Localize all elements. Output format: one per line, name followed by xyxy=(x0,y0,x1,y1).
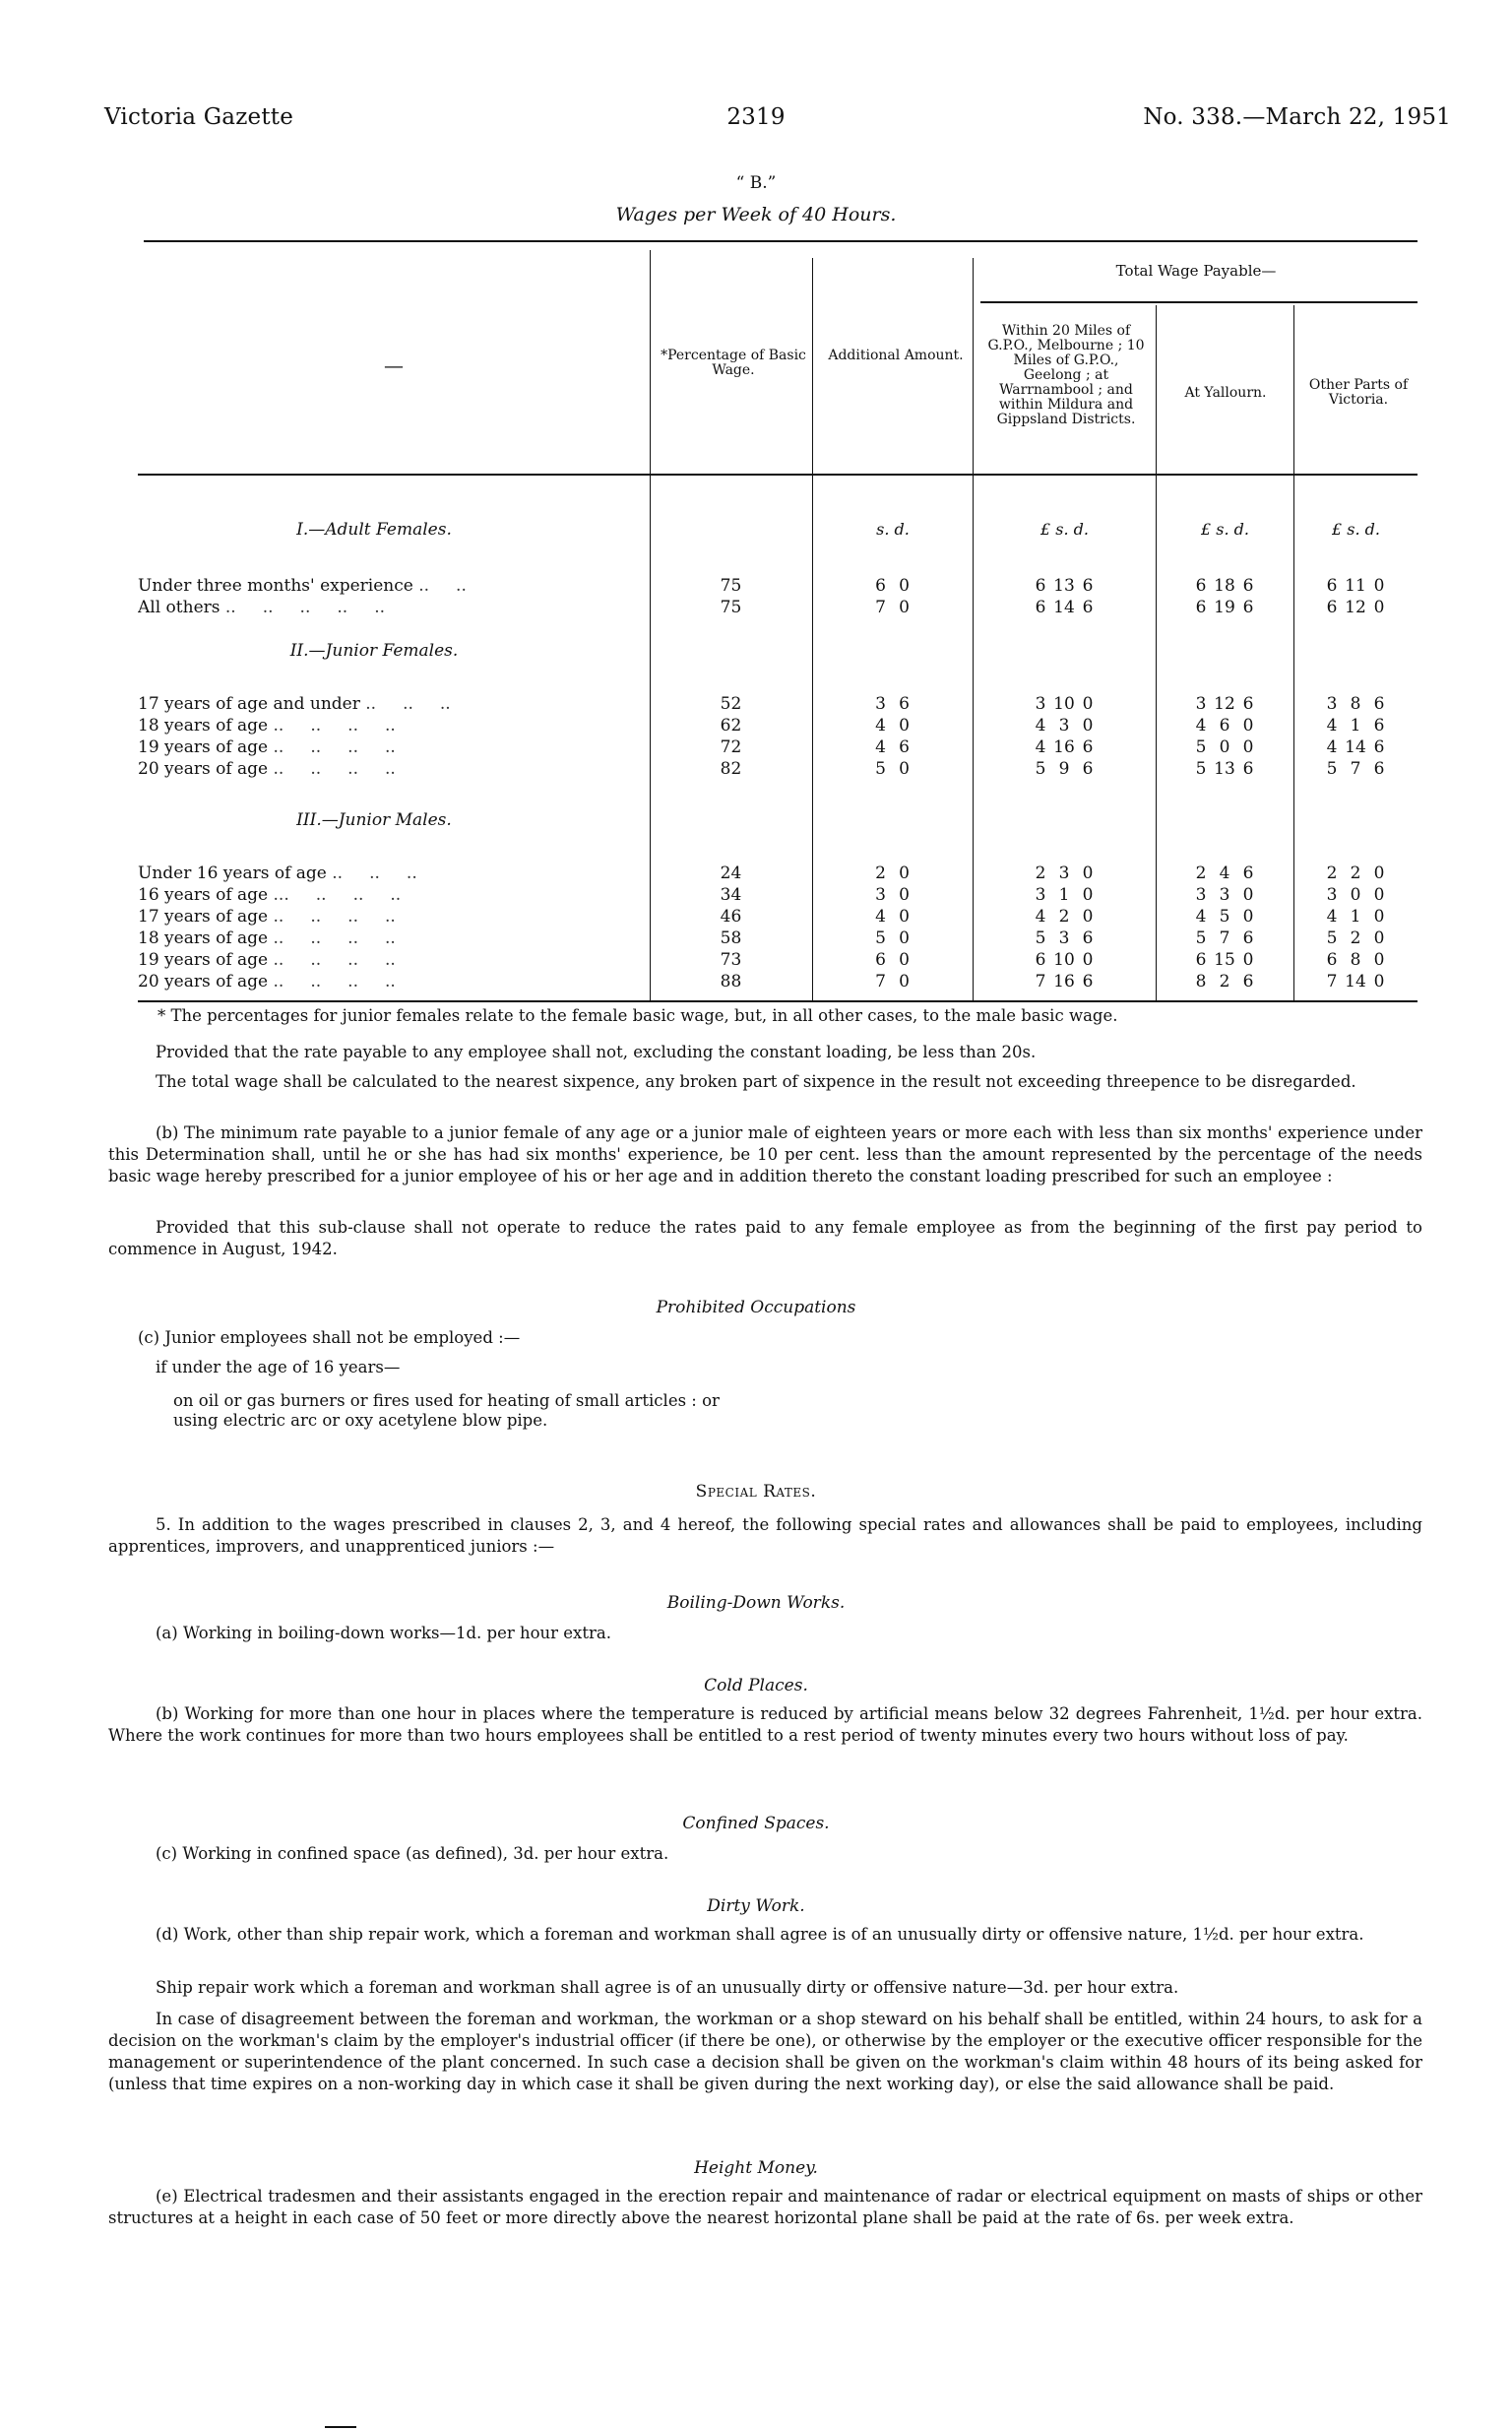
leader-dots: .. .. .. .. .. xyxy=(224,598,386,617)
pounds-value: 7 xyxy=(1326,972,1338,992)
header-category: — xyxy=(384,353,404,377)
additional-amount-cell xyxy=(812,693,973,715)
other-parts-wage-cell xyxy=(1293,949,1418,971)
other-parts-wage-cell xyxy=(1293,971,1418,992)
shillings-value: 5 xyxy=(875,928,886,948)
pence-value: 0 xyxy=(1242,716,1254,736)
yallourn-wage-cell xyxy=(1156,693,1293,715)
units-additional: s. d. xyxy=(876,520,910,539)
pounds-value: 6 xyxy=(1195,950,1207,970)
pence-value: 0 xyxy=(1242,907,1254,927)
pounds-value: 3 xyxy=(1195,694,1207,714)
table-row xyxy=(138,575,1418,597)
shillings-value: 3 xyxy=(875,694,886,714)
pence-value: 6 xyxy=(1373,759,1385,779)
pence-value: 0 xyxy=(1082,907,1094,927)
melbourne-wage-cell xyxy=(973,736,1156,758)
pence-value: 6 xyxy=(1242,576,1254,596)
shillings-value: 2 xyxy=(875,864,886,883)
row-label xyxy=(138,736,610,758)
pence-value: 0 xyxy=(1082,864,1094,883)
shillings-value: 2 xyxy=(1350,864,1361,883)
pence-value: 0 xyxy=(899,716,910,736)
row-label xyxy=(138,906,610,928)
table-row xyxy=(138,949,1418,971)
rounding-rule: The total wage shall be calculated to the nearest sixpence, any broken part of sixpence in the result not exceeding threepence to be disregarded. xyxy=(156,1072,1356,1091)
shillings-value: 5 xyxy=(1219,907,1230,927)
pounds-value: 2 xyxy=(1195,864,1207,883)
pounds-value: 4 xyxy=(1035,737,1046,757)
row-label-text: 18 years of age xyxy=(138,716,269,736)
other-parts-wage-cell xyxy=(1293,715,1418,736)
pounds-value: 6 xyxy=(1035,950,1046,970)
pence-value: 6 xyxy=(1373,737,1385,757)
pence-value: 0 xyxy=(1373,972,1385,992)
shillings-value: 0 xyxy=(1219,737,1230,757)
pence-value: 0 xyxy=(899,864,910,883)
pounds-value: 3 xyxy=(1326,885,1338,905)
yallourn-wage-cell xyxy=(1156,758,1293,780)
section-title: III.—Junior Males. xyxy=(296,810,452,830)
leader-dots: .. .. xyxy=(418,576,467,596)
pence-value: 0 xyxy=(1242,737,1254,757)
pence-value: 0 xyxy=(1373,928,1385,948)
pence-value: 0 xyxy=(1373,907,1385,927)
percentage-cell: 24 xyxy=(720,864,742,883)
additional-amount-cell xyxy=(812,928,973,949)
melbourne-wage-cell xyxy=(973,715,1156,736)
shillings-value: 12 xyxy=(1345,598,1366,617)
melbourne-wage-cell xyxy=(973,758,1156,780)
shillings-value: 14 xyxy=(1345,972,1366,992)
pence-value: 0 xyxy=(1373,885,1385,905)
pence-value: 6 xyxy=(1082,928,1094,948)
units-other: £ s. d. xyxy=(1332,520,1380,539)
percentage-cell: 46 xyxy=(720,907,742,927)
shillings-value: 15 xyxy=(1214,950,1235,970)
schedule-label: “ B.” xyxy=(735,173,777,193)
header-bottom-rule xyxy=(138,474,1418,476)
pounds-value: 3 xyxy=(1035,694,1046,714)
header-other-parts: Other Parts of Victoria. xyxy=(1308,377,1409,408)
table-row xyxy=(138,884,1418,906)
shillings-value: 14 xyxy=(1053,598,1075,617)
additional-amount-cell xyxy=(812,906,973,928)
row-label xyxy=(138,884,610,906)
header-total-wage: Total Wage Payable— xyxy=(1115,262,1277,280)
pence-value: 0 xyxy=(1373,576,1385,596)
pounds-value: 4 xyxy=(1035,907,1046,927)
issue-date: No. 338.—March 22, 1951 xyxy=(1143,104,1451,130)
prohibited-item: using electric arc or oxy acetylene blow pipe. xyxy=(173,1411,548,1430)
row-label-text: 19 years of age xyxy=(138,950,269,970)
clause-e-height-money: (e) Electrical tradesmen and their assistants engaged in the erection repair and maintenance of radar or electrical equipment on masts of ships or other structures at a height in each case of 50 feet or more directly above the nearest horizontal plane shall be paid at the rate of 6s. per week extra. xyxy=(108,2187,1422,2227)
shillings-value: 11 xyxy=(1345,576,1366,596)
yallourn-wage-cell xyxy=(1156,884,1293,906)
pence-value: 0 xyxy=(899,885,910,905)
row-label-text: 19 years of age xyxy=(138,737,269,757)
header-yallourn: At Yallourn. xyxy=(1184,385,1267,401)
pence-value: 6 xyxy=(1242,759,1254,779)
heading-dirty-work: Dirty Work. xyxy=(707,1896,805,1916)
melbourne-wage-cell xyxy=(973,575,1156,597)
prohibited-item: on oil or gas burners or fires used for heating of small articles : or xyxy=(173,1391,720,1410)
pounds-value: 5 xyxy=(1035,928,1046,948)
special-rates-intro: 5. In addition to the wages prescribed in clauses 2, 3, and 4 hereof, the following special rates and allowances shall be paid to employees, including apprentices, improvers, and unapprenticed juniors :— xyxy=(108,1515,1422,1556)
leader-dots: .. .. .. .. xyxy=(273,972,396,992)
row-label-text: Under 16 years of age xyxy=(138,864,327,883)
prohibited-condition: if under the age of 16 years— xyxy=(156,1358,401,1376)
row-label-text: 20 years of age xyxy=(138,759,269,779)
pounds-value: 8 xyxy=(1195,972,1207,992)
other-parts-wage-cell xyxy=(1293,884,1418,906)
table-row xyxy=(138,906,1418,928)
pounds-value: 3 xyxy=(1195,885,1207,905)
shillings-value: 8 xyxy=(1350,950,1361,970)
percentage-cell: 34 xyxy=(720,885,742,905)
other-parts-wage-cell xyxy=(1293,758,1418,780)
row-label xyxy=(138,715,610,736)
shillings-value: 3 xyxy=(875,885,886,905)
melbourne-wage-cell xyxy=(973,693,1156,715)
shillings-value: 0 xyxy=(1350,885,1361,905)
row-label-text: 18 years of age xyxy=(138,928,269,948)
table-bottom-rule xyxy=(138,1000,1418,1002)
pence-value: 6 xyxy=(1373,694,1385,714)
row-label-text: 17 years of age xyxy=(138,907,269,927)
other-parts-wage-cell xyxy=(1293,693,1418,715)
additional-amount-cell xyxy=(812,575,973,597)
additional-amount-cell xyxy=(812,949,973,971)
pence-value: 0 xyxy=(1373,864,1385,883)
yallourn-wage-cell xyxy=(1156,863,1293,884)
units-yallourn: £ s. d. xyxy=(1201,520,1249,539)
table-row xyxy=(138,928,1418,949)
clause-c-prohibited: (c) Junior employees shall not be employed :— xyxy=(138,1328,521,1347)
pence-value: 0 xyxy=(899,972,910,992)
proviso-minimum-rate: Provided that the rate payable to any employee shall not, excluding the constant loading, be less than 20s. xyxy=(156,1043,1037,1061)
pence-value: 0 xyxy=(899,928,910,948)
clause-b: (b) The minimum rate payable to a junior female of any age or a junior male of eighteen years or more each with less than six months' experience under this Determination shall, until he or she has had six months' experience, be 10 per cent. less than the amount represented by the percentage of the needs basic wage hereby prescribed for a junior employee of his or her age and in addition thereto the constant loading prescribed for such an employee : xyxy=(108,1123,1422,1185)
melbourne-wage-cell xyxy=(973,863,1156,884)
pence-value: 0 xyxy=(899,576,910,596)
pence-value: 6 xyxy=(1242,598,1254,617)
table-row xyxy=(138,736,1418,758)
percentage-cell: 75 xyxy=(720,576,742,596)
additional-amount-cell xyxy=(812,715,973,736)
shillings-value: 6 xyxy=(1219,716,1230,736)
table-row xyxy=(138,715,1418,736)
pounds-value: 6 xyxy=(1035,576,1046,596)
pounds-value: 4 xyxy=(1035,716,1046,736)
shillings-value: 4 xyxy=(1219,864,1230,883)
shillings-value: 2 xyxy=(1058,907,1070,927)
pounds-value: 4 xyxy=(1195,907,1207,927)
pence-value: 0 xyxy=(899,907,910,927)
pounds-value: 5 xyxy=(1326,928,1338,948)
pence-value: 6 xyxy=(1242,694,1254,714)
pounds-value: 2 xyxy=(1326,864,1338,883)
percentage-cell: 75 xyxy=(720,598,742,617)
pence-value: 6 xyxy=(1242,972,1254,992)
disagreement-procedure: In case of disagreement between the foreman and workman, the workman or a shop steward on his behalf shall be entitled, within 24 hours, to ask for a decision on the workman's claim by the employer's industrial officer (if there be one), or otherwise by the employer or the executive officer responsible for the management or superintendence of the plant concerned. In such case a decision shall be given on the workman's claim within 48 hours of its being asked for (unless that time expires on a non-working day in which case it shall be given during the next working day), or else the said allowance shall be paid. xyxy=(108,2010,1422,2093)
pence-value: 6 xyxy=(1082,737,1094,757)
header-additional: Additional Amount. xyxy=(828,348,964,363)
other-parts-wage-cell xyxy=(1293,575,1418,597)
additional-amount-cell xyxy=(812,971,973,992)
shillings-value: 4 xyxy=(875,737,886,757)
pounds-value: 4 xyxy=(1326,716,1338,736)
yallourn-wage-cell xyxy=(1156,949,1293,971)
shillings-value: 4 xyxy=(875,716,886,736)
additional-amount-cell xyxy=(812,884,973,906)
percentage-cell: 58 xyxy=(720,928,742,948)
pence-value: 0 xyxy=(1082,716,1094,736)
pounds-value: 5 xyxy=(1195,759,1207,779)
yallourn-wage-cell xyxy=(1156,736,1293,758)
pence-value: 6 xyxy=(899,737,910,757)
melbourne-wage-cell xyxy=(973,949,1156,971)
clause-d-dirty-work: (d) Work, other than ship repair work, which a foreman and workman shall agree is of an unusually dirty or offensive nature, 1½d. per hour extra. xyxy=(156,1925,1364,1944)
other-parts-wage-cell xyxy=(1293,928,1418,949)
shillings-value: 6 xyxy=(875,576,886,596)
pence-value: 0 xyxy=(899,598,910,617)
percentage-cell: 82 xyxy=(720,759,742,779)
ship-repair-work: Ship repair work which a foreman and workman shall agree is of an unusually dirty or offensive nature—3d. per hour extra. xyxy=(156,1978,1179,1997)
heading-special-rates: Special Rates. xyxy=(695,1482,817,1502)
shillings-value: 18 xyxy=(1214,576,1235,596)
heading-boiling-down-works: Boiling-Down Works. xyxy=(666,1593,846,1613)
additional-amount-cell xyxy=(812,597,973,618)
additional-amount-cell xyxy=(812,736,973,758)
percentage-cell: 52 xyxy=(720,694,742,714)
melbourne-wage-cell xyxy=(973,928,1156,949)
table-footnote: * The percentages for junior females relate to the female basic wage, but, in all other cases, to the male basic wage. xyxy=(158,1006,1118,1025)
pounds-value: 3 xyxy=(1326,694,1338,714)
row-label-text: 20 years of age xyxy=(138,972,269,992)
melbourne-wage-cell xyxy=(973,906,1156,928)
group-header-rule xyxy=(980,301,1418,303)
pence-value: 6 xyxy=(1082,759,1094,779)
pounds-value: 5 xyxy=(1195,928,1207,948)
pounds-value: 4 xyxy=(1326,737,1338,757)
shillings-value: 2 xyxy=(1350,928,1361,948)
shillings-value: 2 xyxy=(1219,972,1230,992)
page-number: 2319 xyxy=(726,104,786,130)
pence-value: 6 xyxy=(1242,864,1254,883)
leader-dots: .. .. .. .. xyxy=(273,950,396,970)
row-label-text: 16 years of age xyxy=(138,885,269,905)
yallourn-wage-cell xyxy=(1156,971,1293,992)
table-row xyxy=(138,758,1418,780)
shillings-value: 12 xyxy=(1214,694,1235,714)
pence-value: 6 xyxy=(1082,972,1094,992)
row-label xyxy=(138,758,610,780)
shillings-value: 7 xyxy=(875,972,886,992)
table-row xyxy=(138,693,1418,715)
shillings-value: 3 xyxy=(1219,885,1230,905)
wages-table xyxy=(138,242,1418,1020)
pounds-value: 6 xyxy=(1195,576,1207,596)
table-row xyxy=(138,863,1418,884)
pence-value: 0 xyxy=(1242,885,1254,905)
melbourne-wage-cell xyxy=(973,971,1156,992)
pounds-value: 6 xyxy=(1326,598,1338,617)
heading-height-money: Height Money. xyxy=(694,2158,818,2178)
clause-b-cold-places: (b) Working for more than one hour in places where the temperature is reduced by artificial means below 32 degrees Fahrenheit, 1½d. per hour extra. Where the work continues for more than two hours employees shall be entitled to a rest period of twenty minutes every two hours without loss of pay. xyxy=(108,1704,1422,1745)
other-parts-wage-cell xyxy=(1293,736,1418,758)
additional-amount-cell xyxy=(812,758,973,780)
shillings-value: 10 xyxy=(1053,694,1075,714)
shillings-value: 7 xyxy=(1219,928,1230,948)
pounds-value: 5 xyxy=(1035,759,1046,779)
clause-a-boiling-down: (a) Working in boiling-down works—1d. per hour extra. xyxy=(156,1624,611,1642)
row-label xyxy=(138,949,610,971)
shillings-value: 1 xyxy=(1350,907,1361,927)
pence-value: 0 xyxy=(899,759,910,779)
pence-value: 6 xyxy=(1082,576,1094,596)
shillings-value: 16 xyxy=(1053,737,1075,757)
pence-value: 6 xyxy=(1082,598,1094,617)
pounds-value: 4 xyxy=(1195,716,1207,736)
pence-value: 0 xyxy=(899,950,910,970)
pounds-value: 6 xyxy=(1326,950,1338,970)
section-title: II.—Junior Females. xyxy=(289,641,459,661)
percentage-cell: 62 xyxy=(720,716,742,736)
pence-value: 0 xyxy=(1373,598,1385,617)
other-parts-wage-cell xyxy=(1293,597,1418,618)
pence-value: 0 xyxy=(1242,950,1254,970)
percentage-cell: 88 xyxy=(720,972,742,992)
shillings-value: 7 xyxy=(875,598,886,617)
pounds-value: 5 xyxy=(1195,737,1207,757)
shillings-value: 4 xyxy=(875,907,886,927)
row-label xyxy=(138,971,610,992)
yallourn-wage-cell xyxy=(1156,575,1293,597)
melbourne-wage-cell xyxy=(973,884,1156,906)
shillings-value: 13 xyxy=(1214,759,1235,779)
other-parts-wage-cell xyxy=(1293,863,1418,884)
pounds-value: 6 xyxy=(1035,598,1046,617)
leader-dots: .. .. .. .. xyxy=(273,716,396,736)
shillings-value: 13 xyxy=(1053,576,1075,596)
proviso-female-rates: Provided that this sub-clause shall not operate to reduce the rates paid to any female employee as from the beginning of the first pay period to commence in August, 1942. xyxy=(108,1218,1422,1258)
yallourn-wage-cell xyxy=(1156,715,1293,736)
shillings-value: 14 xyxy=(1345,737,1366,757)
header-percentage: *Percentage of Basic Wage. xyxy=(661,348,806,378)
shillings-value: 8 xyxy=(1350,694,1361,714)
shillings-value: 9 xyxy=(1058,759,1070,779)
pence-value: 6 xyxy=(899,694,910,714)
leader-dots: .. .. .. xyxy=(332,864,417,883)
schedule-title: Wages per Week of 40 Hours. xyxy=(615,204,897,225)
leader-dots: .. .. .. .. xyxy=(273,928,396,948)
units-melbourne: £ s. d. xyxy=(1040,520,1089,539)
row-label-text: All others xyxy=(138,598,220,617)
row-label xyxy=(138,928,610,949)
header-melbourne: Within 20 Miles of G.P.O., Melbourne ; 10 Miles of G.P.O., Geelong ; at Warrnambool ; and within Mildura and Gippsland Districts. xyxy=(987,323,1145,427)
pence-value: 0 xyxy=(1082,885,1094,905)
yallourn-wage-cell xyxy=(1156,906,1293,928)
pence-value: 6 xyxy=(1373,716,1385,736)
row-label-text: 17 years of age and under xyxy=(138,694,360,714)
shillings-value: 6 xyxy=(875,950,886,970)
melbourne-wage-cell xyxy=(973,597,1156,618)
other-parts-wage-cell xyxy=(1293,906,1418,928)
leader-dots: .. .. .. .. xyxy=(273,737,396,757)
yallourn-wage-cell xyxy=(1156,928,1293,949)
table-row xyxy=(138,597,1418,618)
shillings-value: 1 xyxy=(1058,885,1070,905)
pence-value: 0 xyxy=(1373,950,1385,970)
yallourn-wage-cell xyxy=(1156,597,1293,618)
shillings-value: 16 xyxy=(1053,972,1075,992)
shillings-value: 5 xyxy=(875,759,886,779)
shillings-value: 3 xyxy=(1058,864,1070,883)
row-label-text: Under three months' experience xyxy=(138,576,413,596)
shillings-value: 1 xyxy=(1350,716,1361,736)
leader-dots: ... .. .. .. xyxy=(273,885,402,905)
pounds-value: 4 xyxy=(1326,907,1338,927)
clause-c-confined-spaces: (c) Working in confined space (as defined), 3d. per hour extra. xyxy=(156,1844,669,1863)
pence-value: 0 xyxy=(1082,694,1094,714)
leader-dots: .. .. .. .. xyxy=(273,759,396,779)
publication-name: Victoria Gazette xyxy=(104,104,294,130)
pounds-value: 7 xyxy=(1035,972,1046,992)
percentage-cell: 73 xyxy=(720,950,742,970)
row-label xyxy=(138,693,610,715)
pence-value: 6 xyxy=(1242,928,1254,948)
row-label xyxy=(138,863,610,884)
pence-value: 0 xyxy=(1082,950,1094,970)
heading-prohibited-occupations: Prohibited Occupations xyxy=(656,1298,856,1317)
leader-dots: .. .. .. .. xyxy=(273,907,396,927)
shillings-value: 19 xyxy=(1214,598,1235,617)
section-title: I.—Adult Females. xyxy=(296,520,452,540)
shillings-value: 3 xyxy=(1058,928,1070,948)
shillings-value: 10 xyxy=(1053,950,1075,970)
heading-cold-places: Cold Places. xyxy=(704,1676,808,1695)
pounds-value: 3 xyxy=(1035,885,1046,905)
percentage-cell: 72 xyxy=(720,737,742,757)
row-label xyxy=(138,597,610,618)
table-row xyxy=(138,971,1418,992)
footer-mark xyxy=(325,2426,356,2428)
additional-amount-cell xyxy=(812,863,973,884)
heading-confined-spaces: Confined Spaces. xyxy=(682,1814,830,1833)
pounds-value: 6 xyxy=(1195,598,1207,617)
pounds-value: 5 xyxy=(1326,759,1338,779)
pounds-value: 6 xyxy=(1326,576,1338,596)
shillings-value: 3 xyxy=(1058,716,1070,736)
shillings-value: 7 xyxy=(1350,759,1361,779)
leader-dots: .. .. .. xyxy=(365,694,451,714)
row-label xyxy=(138,575,610,597)
pounds-value: 2 xyxy=(1035,864,1046,883)
